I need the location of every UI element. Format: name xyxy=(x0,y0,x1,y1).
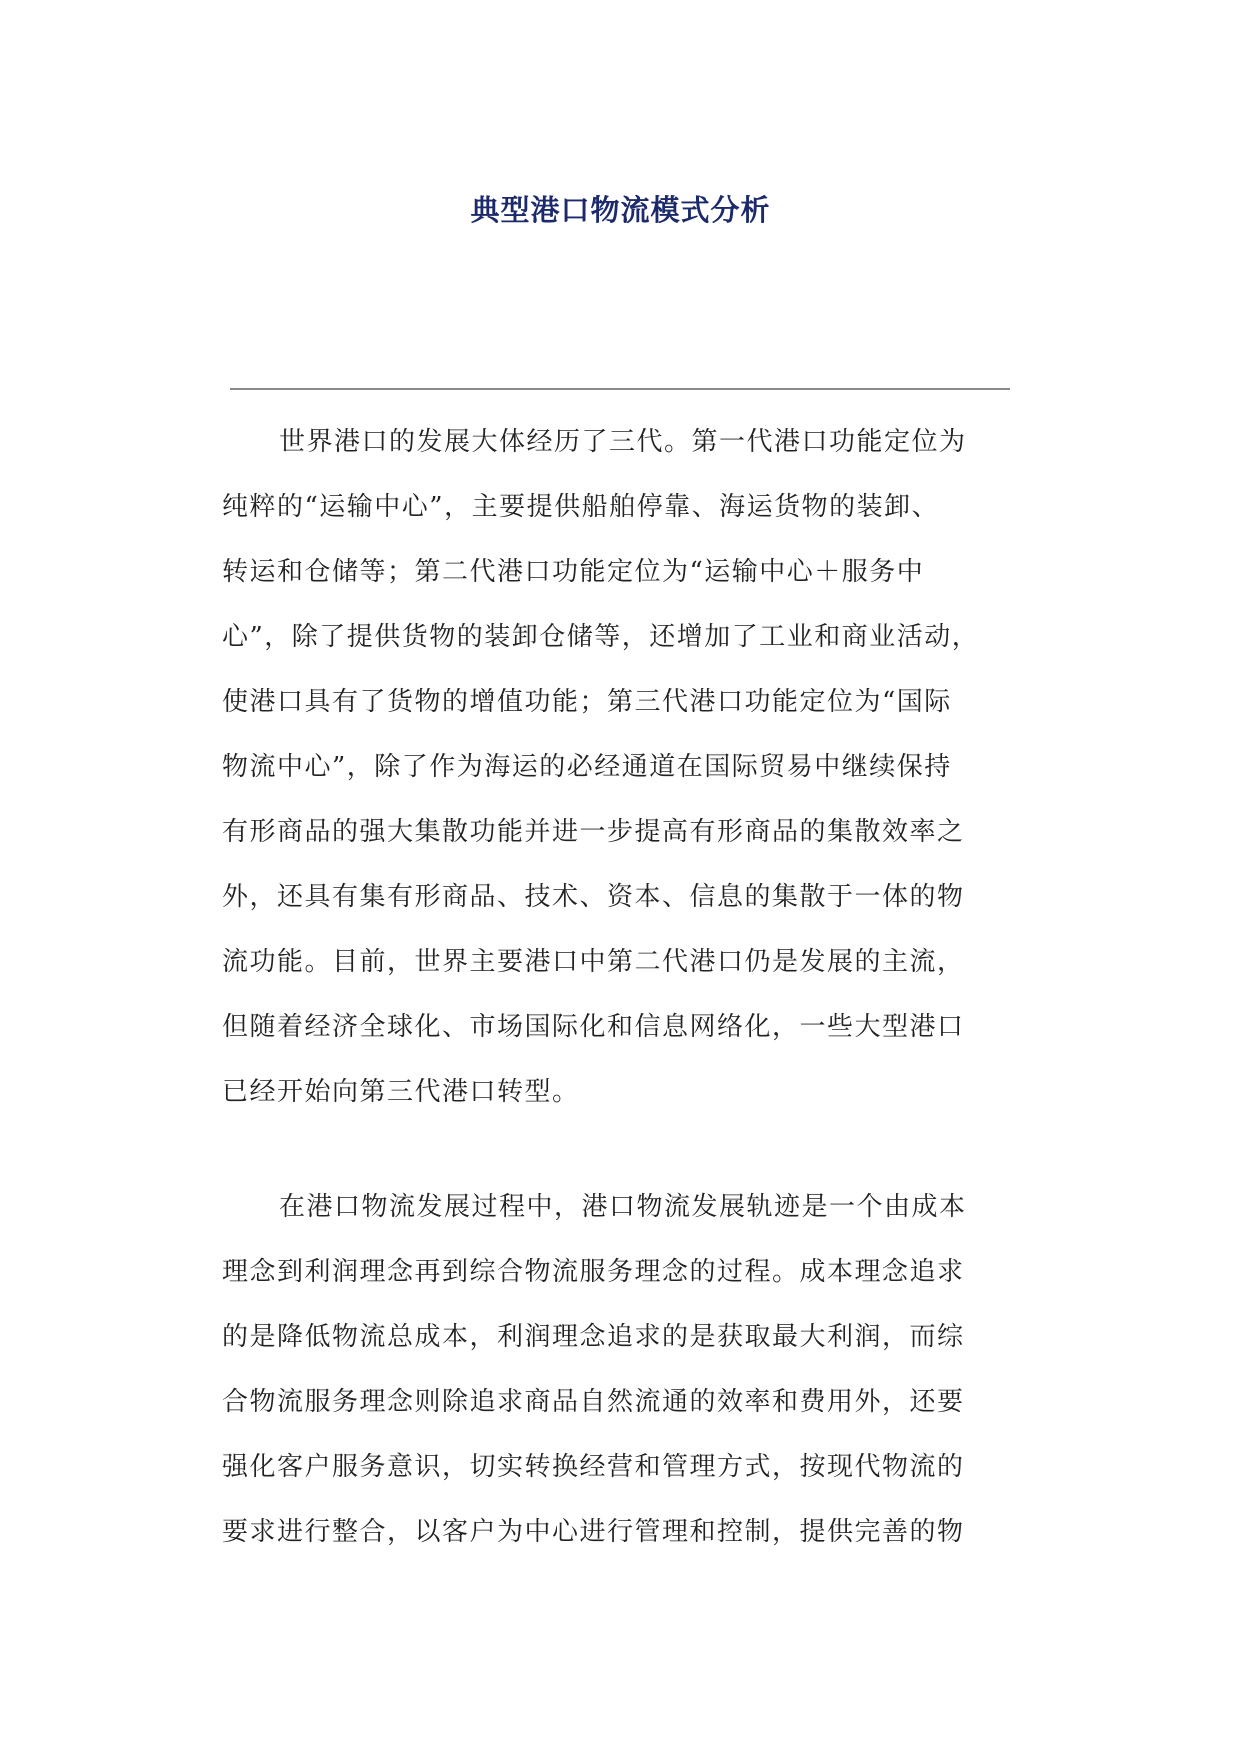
paragraph-line: 世界港口的发展大体经历了三代。第一代港口功能定位为 xyxy=(279,427,967,457)
paragraph-line: 转运和仓储等；第二代港口功能定位为“运输中心＋服务中 xyxy=(222,557,925,587)
document-title: 典型港口物流模式分析 xyxy=(470,193,771,227)
paragraph-line: 在港口物流发展过程中，港口物流发展轨迹是一个由成本 xyxy=(279,1192,967,1222)
paragraph-2 xyxy=(222,1175,1012,1565)
paragraph-line: 已经开始向第三代港口转型。 xyxy=(222,1077,580,1107)
paragraph-line: 有形商品的强大集散功能并进一步提高有形商品的集散效率之 xyxy=(222,817,965,847)
paragraph-line: 外，还具有集有形商品、技术、资本、信息的集散于一体的物 xyxy=(222,882,965,912)
paragraph-line: 使港口具有了货物的增值功能；第三代港口功能定位为“国际 xyxy=(222,687,952,717)
paragraph-line: 纯粹的“运输中心”，主要提供船舶停靠、海运货物的装卸、 xyxy=(222,492,940,522)
paragraph-line: 要求进行整合，以客户为中心进行管理和控制，提供完善的物 xyxy=(222,1517,965,1547)
paragraph-line: 物流中心”，除了作为海运的必经通道在国际贸易中继续保持 xyxy=(222,752,952,782)
paragraph-line: 但随着经济全球化、市场国际化和信息网络化，一些大型港口 xyxy=(222,1012,965,1042)
paragraph-line: 流功能。目前，世界主要港口中第二代港口仍是发展的主流， xyxy=(222,947,965,977)
paragraph-line: 强化客户服务意识，切实转换经营和管理方式，按现代物流的 xyxy=(222,1452,965,1482)
title-divider xyxy=(230,388,1010,390)
paragraph-line: 心”，除了提供货物的装卸仓储等，还增加了工业和商业活动， xyxy=(222,622,980,652)
paragraph-1 xyxy=(222,410,1012,1125)
paragraph-line: 理念到利润理念再到综合物流服务理念的过程。成本理念追求 xyxy=(222,1257,965,1287)
paragraph-line: 合物流服务理念则除追求商品自然流通的效率和费用外，还要 xyxy=(222,1387,965,1417)
paragraph-line: 的是降低物流总成本，利润理念追求的是获取最大利润，而综 xyxy=(222,1322,965,1352)
